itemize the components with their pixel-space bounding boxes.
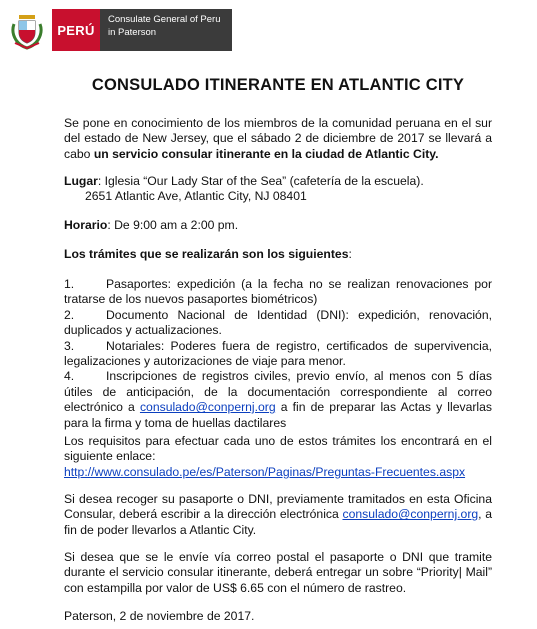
tramites-heading-text: Los trámites que se realizarán son los siguientes — [64, 247, 349, 261]
faq-link[interactable]: http://www.consulado.pe/es/Paterson/Paginas/Preguntas-Frecuentes.aspx — [64, 464, 466, 479]
tramites-list — [64, 277, 492, 431]
requisitos-text: Los requisitos para efectuar cada uno de estos trámites los encontrará en el siguiente enlace: — [64, 434, 492, 464]
consulate-logo — [52, 9, 232, 51]
lugar-label: Lugar — [64, 174, 98, 188]
envio-paragraph — [64, 550, 492, 596]
brand-line-1: Consulate General of Peru — [108, 14, 221, 25]
lugar-line-1: : Iglesia “Our Lady Star of the Sea” (cafetería de la escuela). — [97, 174, 424, 188]
envio-text: Si desea que se le envíe vía correo postal el pasaporte o DNI que tramite durante el servicio consular itinerante, deberá entregar un sobre “Priority| Mail” con estampilla por valor de US$ 6.65 con el número de rastreo. — [64, 550, 492, 595]
lugar-line-2: 2651 Atlantic Ave, Atlantic City, NJ 08401 — [85, 189, 307, 204]
intro-text: Se pone en conocimiento de los miembros de la comunidad peruana en el sur del estado de New Jersey, que el sábado 2 de diciembre de 2017 se llevará a cabo — [64, 116, 492, 161]
intro-end: . — [435, 146, 439, 161]
recoger-text: Si desea recoger su pasaporte o DNI, previamente tramitados en esta Oficina Consular, deberá escribir a la dirección electrónica — [64, 492, 492, 522]
tramites-heading — [64, 247, 492, 262]
horario-text: : De 9:00 am a 2:00 pm. — [107, 218, 239, 232]
brand-peru: PERÚ — [52, 9, 100, 51]
coat-of-arms-icon — [10, 10, 44, 50]
brand-line-2: in Paterson — [108, 27, 157, 38]
horario-paragraph — [64, 218, 492, 233]
list-item: 1. Pasaportes: expedición (a la fecha no se realizan renovaciones por tratarse de los nuevos pasaportes biométricos) — [64, 277, 492, 307]
lugar-paragraph — [64, 174, 492, 205]
email-link[interactable]: consulado@conpernj.org — [342, 507, 479, 522]
list-item: 3. Notariales: Poderes fuera de registro, certificados de supervivencia, legalizaciones y autorizaciones de viaje para menor. — [64, 338, 492, 369]
letterhead — [10, 8, 232, 52]
tramites-heading-end: : — [348, 247, 352, 261]
recoger-text-end: , a fin de poder llevarlos a Atlantic City. — [64, 507, 493, 537]
list-item: 4. Inscripciones de registros civiles, previo envío, al menos con 5 días útiles de anticipación, de la documentación correspondiente al correo electrónico a consulado@conpernj.org a fin de preparar las Actas y llevarlas para la firma y toma de huellas dactilares — [64, 369, 492, 430]
date-line: Paterson, 2 de noviembre de 2017. — [64, 609, 255, 623]
horario-label: Horario — [64, 218, 108, 232]
page-title: CONSULADO ITINERANTE EN ATLANTIC CITY — [91, 76, 465, 94]
requisitos-paragraph — [64, 434, 492, 480]
recoger-paragraph — [64, 492, 492, 538]
intro-paragraph — [64, 116, 492, 162]
brand-consulate-name — [100, 9, 232, 51]
intro-bold: un servicio consular itinerante en la ciudad de Atlantic City — [93, 146, 436, 161]
list-item: 2. Documento Nacional de Identidad (DNI): expedición, renovación, duplicados y actualizaciones. — [64, 307, 492, 338]
email-link[interactable]: consulado@conpernj.org — [139, 400, 276, 415]
